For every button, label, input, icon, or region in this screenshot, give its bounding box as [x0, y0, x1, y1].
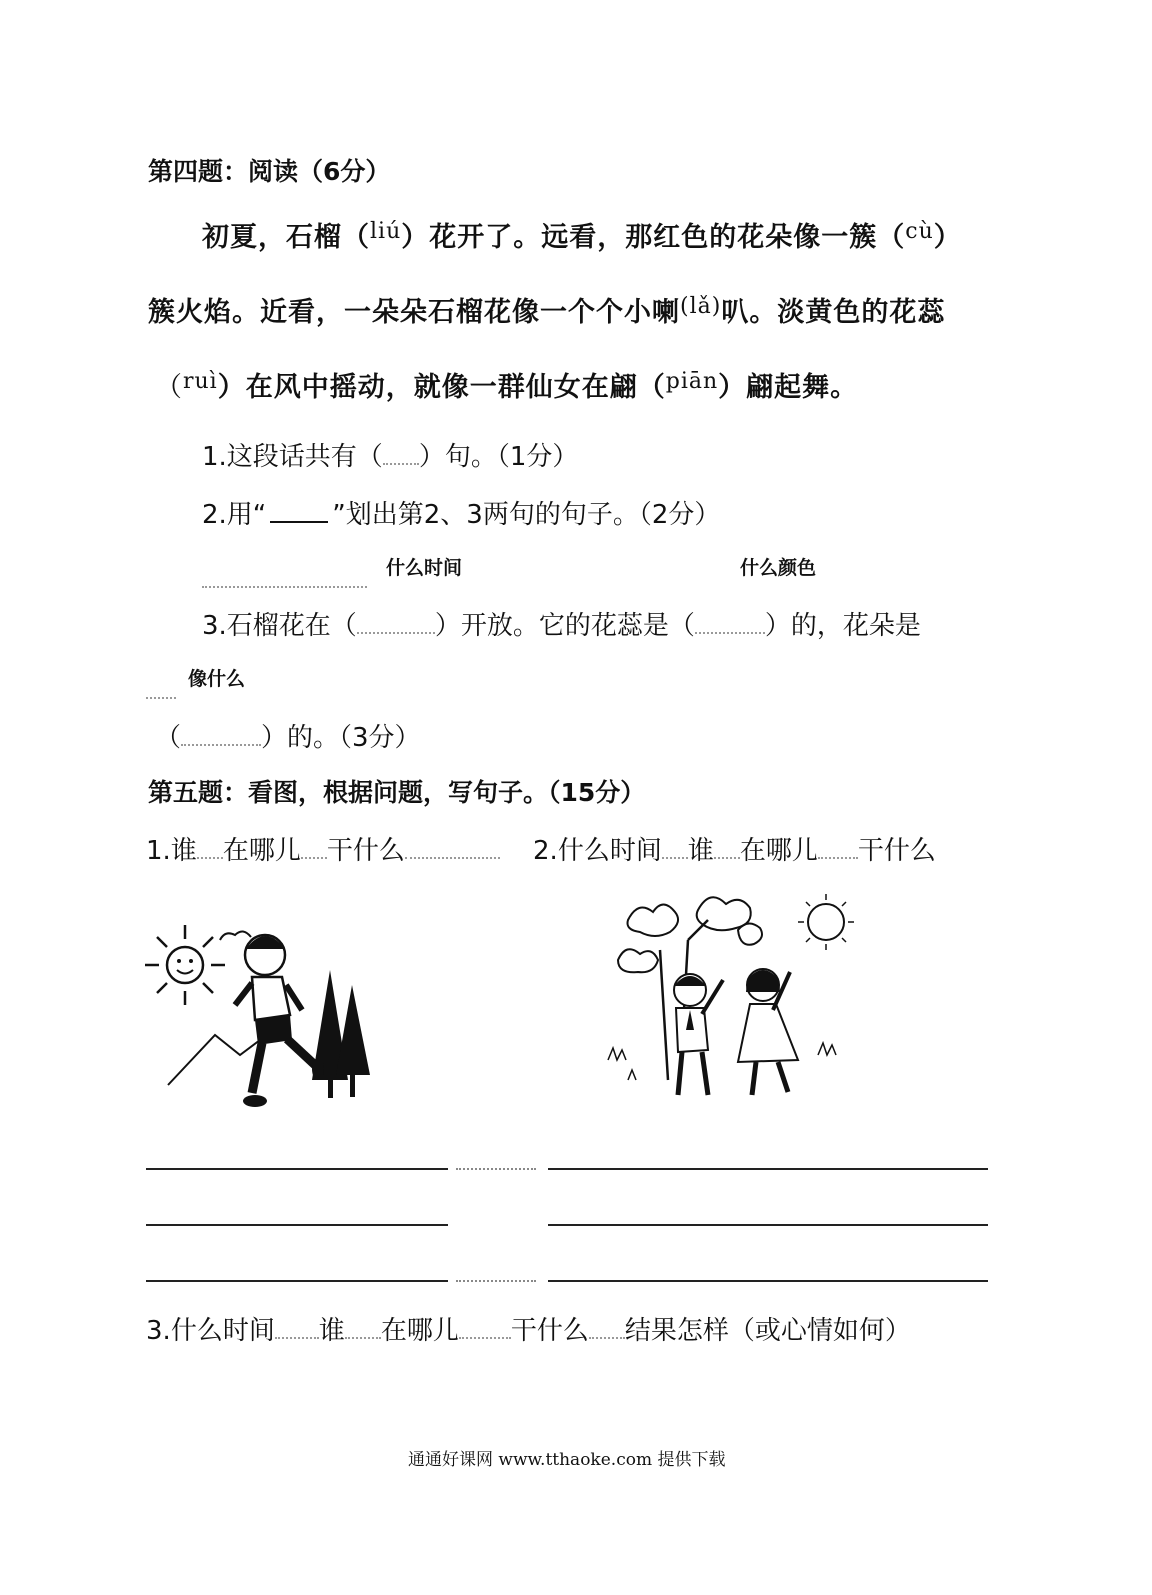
answer-blank[interactable] — [383, 462, 419, 465]
pinyin: ruì — [183, 369, 218, 394]
passage-text: （ — [155, 372, 183, 403]
question-text: ）句。（1分） — [418, 442, 579, 472]
prompt-word: 干什么 — [510, 1316, 589, 1346]
dotted-spacer — [589, 1336, 625, 1339]
dotted-spacer — [202, 585, 367, 588]
dotted-spacer — [456, 1168, 536, 1170]
dotted-spacer — [301, 856, 327, 859]
underline-sample — [270, 503, 328, 523]
pinyin: (lǎ) — [680, 294, 722, 319]
prompt-number: 3. — [146, 1316, 171, 1346]
picture-2-prompt — [533, 830, 936, 867]
prompt-word: 在哪儿 — [739, 836, 818, 866]
question-text: ）的，花朵是 — [764, 611, 921, 641]
prompt-number: 1. — [146, 836, 171, 866]
prompt-word: 结果怎样（或心情如何） — [624, 1316, 911, 1346]
dotted-spacer — [459, 1336, 511, 1339]
pinyin: cù — [905, 219, 934, 244]
dotted-spacer — [818, 856, 858, 859]
question-text: 3.石榴花在（ — [202, 611, 357, 641]
question-1 — [202, 436, 578, 473]
hint-row-2 — [146, 684, 176, 703]
question-text: 2.用“ — [202, 500, 267, 530]
prompt-word: 干什么 — [326, 836, 405, 866]
passage-text: ）翩起舞。 — [718, 372, 859, 403]
mountain-icon — [168, 1035, 260, 1085]
dotted-spacer — [197, 856, 223, 859]
dotted-spacer — [662, 856, 688, 859]
prompt-word: 在哪儿 — [222, 836, 301, 866]
dotted-spacer — [714, 856, 740, 859]
picture-1-prompt — [146, 830, 500, 867]
hint-like: 像什么 — [188, 668, 246, 690]
hint-when: 什么时间 — [386, 557, 463, 579]
passage-text: ）花开了。远看，那红色的花朵像一簇（ — [401, 222, 906, 253]
pinyin: piān — [665, 369, 719, 394]
question-3 — [202, 605, 921, 642]
answer-blank[interactable] — [695, 631, 765, 634]
grass-icon — [608, 1043, 836, 1080]
writing-line[interactable] — [548, 1224, 988, 1226]
question-text: ）开放。它的花蕊是（ — [434, 611, 695, 641]
picture-3-prompt — [146, 1310, 911, 1347]
prompt-word: 谁 — [318, 1316, 345, 1346]
prompt-word: 什么时间 — [557, 836, 662, 866]
prompt-word: 什么时间 — [170, 1316, 275, 1346]
writing-line[interactable] — [548, 1168, 988, 1170]
passage-text: 初夏，石榴（ — [202, 222, 370, 253]
pinyin: liú — [370, 219, 402, 244]
running-boy-illustration — [140, 915, 390, 1120]
answer-blank[interactable] — [357, 631, 435, 634]
passage-line-1 — [202, 215, 962, 254]
dotted-spacer — [405, 856, 500, 859]
hint-row-1 — [202, 573, 367, 592]
dotted-spacer — [275, 1336, 319, 1339]
children-dancing-illustration — [598, 880, 868, 1140]
answer-blank[interactable] — [181, 743, 261, 746]
cloud-icon — [220, 931, 251, 940]
dotted-spacer — [345, 1336, 381, 1339]
passage-text: ） — [933, 222, 962, 253]
question-text: 1.这段话共有（ — [202, 442, 383, 472]
question-3-continued — [155, 717, 421, 754]
prompt-word: 谁 — [170, 836, 197, 866]
question-text: ”划出第2、3两句的句子。（2分） — [332, 500, 721, 530]
dotted-spacer — [456, 1280, 536, 1282]
writing-line[interactable] — [548, 1280, 988, 1282]
passage-line-3 — [155, 365, 858, 404]
section4-title: 第四题：阅读（6分） — [148, 157, 391, 186]
question-text: （ — [155, 723, 182, 753]
writing-line[interactable] — [146, 1224, 448, 1226]
dotted-spacer — [146, 696, 176, 699]
girl-icon — [738, 969, 798, 1095]
writing-line[interactable] — [146, 1280, 448, 1282]
boy-icon — [235, 935, 324, 1107]
passage-text: 叭。淡黄色的花蕊 — [721, 297, 946, 328]
section5-title: 第五题：看图，根据问题，写句子。（15分） — [148, 778, 646, 807]
passage-text: 簇火焰。近看，一朵朵石榴花像一个个小喇 — [148, 297, 680, 328]
question-text: ）的。（3分） — [261, 723, 421, 753]
prompt-word: 谁 — [687, 836, 714, 866]
prompt-word: 在哪儿 — [380, 1316, 459, 1346]
prompt-word: 干什么 — [857, 836, 936, 866]
question-2 — [202, 494, 720, 531]
sun-icon — [798, 894, 854, 950]
boy-icon — [674, 974, 723, 1095]
footer-source: 通通好课网 www.tthaoke.com 提供下载 — [408, 1450, 726, 1470]
prompt-number: 2. — [533, 836, 558, 866]
sun-icon — [145, 925, 225, 1005]
passage-text: ）在风中摇动，就像一群仙女在翩（ — [217, 372, 666, 403]
hint-color: 什么颜色 — [740, 557, 817, 579]
passage-line-2 — [148, 290, 945, 329]
writing-line[interactable] — [146, 1168, 448, 1170]
